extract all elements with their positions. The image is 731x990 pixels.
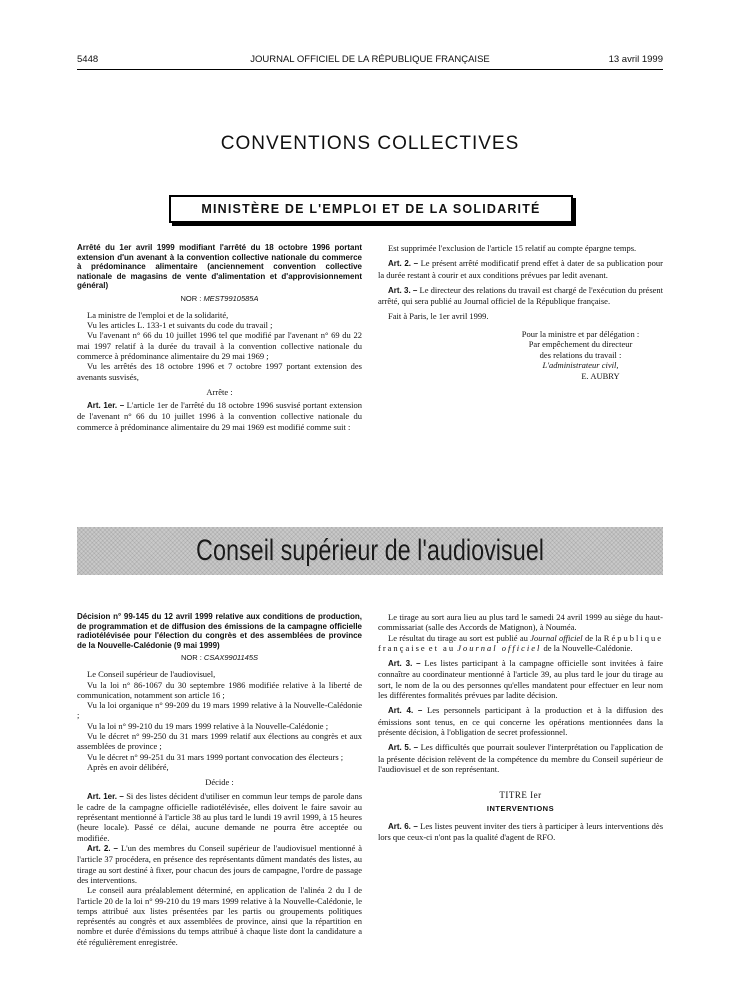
decision-article-2-p3: Le tirage au sort aura lieu au plus tard le samedi 24 avril 1999 au siège du haut-commissariat (salle des Accords de Matignon), à Nouméa. [378, 612, 663, 633]
signatory-name: E. AUBRY [581, 370, 620, 381]
arrete-right-column [378, 243, 663, 381]
arrete-left-column [77, 243, 362, 432]
issue-date: 13 avril 1999 [608, 54, 663, 65]
arrete-done-at: Fait à Paris, le 1er avril 1999. [388, 311, 489, 322]
csa-banner-title: Conseil supérieur de l'audiovisuel [196, 534, 544, 567]
decision-article-2-cont: Le conseil aura préalablement déterminé, en application de l'alinéa 2 du I de l'article 20 de la loi n° 99-210 du 19 mars 1999 relative à la Nouvelle-Calédonie, le temps attribué aux listes présentées par les partis ou groupements politiques représentés au congrès et aux assemblées de province, ainsi que la répartition en nombre et durée d'émissions du temps attribué à chaque liste dont la candidature a été régulièrement enregistrée. [77, 885, 362, 947]
arrete-paragraph: Vu l'avenant n° 66 du 10 juillet 1996 tel que modifié par l'avenant n° 69 du 22 mai 1997 relatif à la durée du travail à la convention collective nationale du commerce à prédominance alimentaire du 29 mai 1969 ; [77, 330, 362, 361]
section-title: CONVENTIONS COLLECTIVES [220, 133, 520, 154]
arrete-paragraph: Vu les arrêtés des 18 octobre 1996 et 7 octobre 1997 portant extension des avenants susvisés, [77, 361, 362, 382]
page-number: 5448 [77, 54, 99, 65]
journal-title: JOURNAL OFFICIEL DE LA RÉPUBLIQUE FRANÇAISE [250, 54, 490, 65]
decision-article-2: Art. 2. – L'un des membres du Conseil supérieur de l'audiovisuel mentionné à l'article 37 procédera, en présence des représentants dûment mandatés des listes, au tirage au sort destiné à fixer, pour chacun des jours de campagne, l'ordre de passage des interventions. [77, 843, 363, 885]
titre-heading: TITRE Ier [499, 790, 542, 801]
arrete-article-3: Art. 3. – Le directeur des relations du travail est chargé de l'exécution du présent arrêté, qui sera publié au Journal officiel de la République française. [378, 284, 664, 307]
arrete-paragraph: La ministre de l'emploi et de la solidarité, [87, 309, 229, 320]
arrete-article-2: Art. 2. – Le présent arrêté modificatif prend effet à dater de sa publication pour la durée restant à courir et aux conditions prévues par ledit avenant. [378, 258, 664, 280]
arrete-article-1-cont: Est supprimée l'exclusion de l'article 15 relatif au compte épargne temps. [388, 243, 637, 253]
decide-label: Décide : [205, 777, 234, 788]
decision-paragraph: Vu la loi n° 99-210 du 19 mars 1999 relative à la Nouvelle-Calédonie ; [87, 720, 329, 731]
arrete-article-1: Art. 1er. – L'article 1er de l'arrêté du 18 octobre 1996 susvisé portant extension de l'avenant n° 66 du 10 juillet 1996 à la convention collective nationale du commerce à prédominance alimentaire du 29 mai 1969 est modifié comme suit : [77, 400, 363, 432]
decision-article-2-p4: Le résultat du tirage au sort est publié au Journal officiel de la République française et au Journal officiel de la Nouvelle-Calédonie. [378, 632, 663, 653]
decision-article-6: Art. 6. – Les listes peuvent inviter des tiers à participer à leurs interventions dès lors que ceux-ci n'ont pas la qualité d'agent de RFO. [378, 820, 664, 843]
decision-paragraph: Vu la loi n° 86-1067 du 30 septembre 1986 modifiée relative à la liberté de communication, notamment son article 16 ; [77, 679, 362, 700]
decision-paragraph: Après en avoir délibéré, [87, 761, 169, 772]
arrete-paragraph: Vu les articles L. 133-1 et suivants du code du travail ; [87, 320, 273, 331]
decision-paragraph: Vu la loi organique n° 99-209 du 19 mars 1999 relative à la Nouvelle-Calédonie ; [77, 700, 362, 721]
arrete-label: Arrête : [206, 386, 233, 397]
decision-paragraph: Vu le décret n° 99-250 du 31 mars 1999 relatif aux élections au congrès et aux assemblées de province ; [77, 731, 362, 752]
decision-left-column [77, 612, 363, 947]
decision-title: Décision n° 99-145 du 12 avril 1999 relative aux conditions de production, de programmation et de diffusion des émissions de la campagne officielle radiotélévisée pour l'élection du congrès et des assemblées de province de la Nouvelle-Calédonie (9 mai 1999) [77, 612, 362, 650]
decision-article-4: Art. 4. – Les personnels participant à la production et à la diffusion des émissions sont tenus, en ce qui concerne les opérations mentionnées dans la présente décision, à l'obligation de secret professionnel. [378, 705, 664, 737]
ministry-heading: MINISTÈRE DE L'EMPLOI ET DE LA SOLIDARITÉ [169, 195, 573, 223]
decision-article-3: Art. 3. – Les listes participant à la campagne officielle sont invitées à faire connaître au coordinateur mentionné à l'article 39, au plus tard le jour du tirage au sort, le nom de la ou des personnes qu'elles mandatent pour effectuer en leur nom les différentes formalités prévues par ladite décision. [378, 658, 664, 701]
page-header [77, 53, 663, 70]
decision-paragraph: Le Conseil supérieur de l'audiovisuel, [87, 669, 216, 680]
arrete-nor: NOR : MEST9910585A [180, 293, 259, 303]
decision-article-5: Art. 5. – Les difficultés que pourrait soulever l'interprétation ou l'application de la présente décision relèvent de la compétence du membre du Conseil supérieur de l'audiovisuel et de son représentant. [378, 742, 663, 774]
decision-paragraph: Vu le décret n° 99-251 du 31 mars 1999 portant convocation des électeurs ; [87, 751, 344, 762]
arrete-nor-code: MEST9910585A [203, 293, 259, 303]
decision-nor: NOR : CSAX9901145S [180, 653, 258, 662]
arrete-title: Arrêté du 1er avril 1999 modifiant l'arrêté du 18 octobre 1996 portant extension d'un avenant à la convention collective nationale du commerce à prédominance alimentaire (anciennement convention collective nationale de magasins de vente d'alimentation et d'approvisionnement général) [77, 243, 362, 290]
arrete-signature: Pour la ministre et par délégation : Par empêchement du directeur des relations du travail : L'administrateur civil, E. AUBRY [378, 329, 663, 382]
decision-right-column [378, 612, 663, 842]
decision-nor-code: CSAX9901145S [203, 653, 258, 662]
csa-banner [77, 527, 663, 575]
decision-article-1: Art. 1er. – Si des listes décident d'utiliser en commun leur temps de parole dans le cadre de la campagne officielle radiotélévisée, elles doivent le faire savoir au représentant mentionné à l'article 38 au plus tard le lundi 19 avril 1999, à 15 heures (heure locale). Passé ce délai, aucune demande ne pourra être acceptée ou modifiée. [77, 790, 363, 843]
interventions-heading: INTERVENTIONS [486, 804, 555, 814]
